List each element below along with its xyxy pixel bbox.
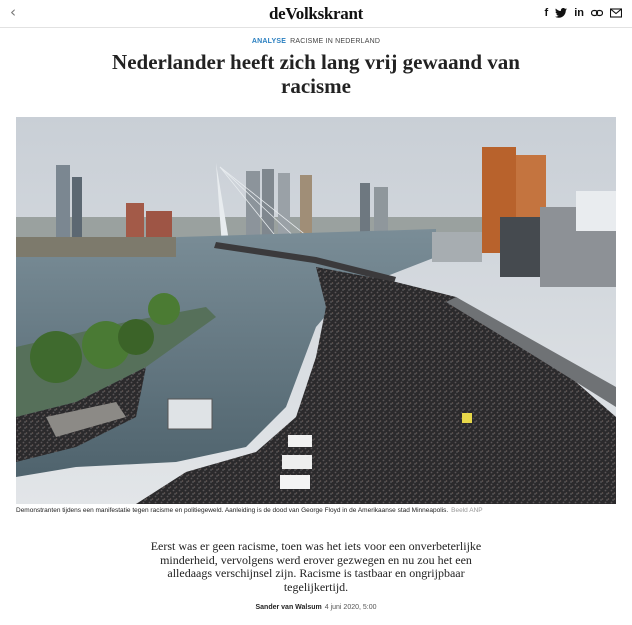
hero-photo: [16, 117, 616, 504]
facebook-icon[interactable]: f: [544, 7, 549, 19]
publish-date: 4 juni 2020, 5:00: [324, 604, 377, 611]
twitter-icon[interactable]: [555, 8, 567, 18]
site-logo[interactable]: deVolkskrant: [268, 4, 364, 23]
article-intro: Eerst was er geen racisme, toen was het iets voor een onverbeterlijke minderheid, vervolgens werd erover gezwegen en nu zou het een alledaags verschijnsel zijn. Racisme is tastbaar en ongrijpbaar tegelijkertijd.: [150, 539, 482, 594]
caption-credit: Beeld ANP: [451, 507, 483, 514]
article-kicker: [0, 38, 632, 45]
kicker-tag[interactable]: ANALYSE: [251, 38, 287, 45]
author-name[interactable]: Sander van Walsum: [255, 604, 322, 611]
caption-text: Demonstranten tijdens een manifestatie tegen racisme en politiegeweld. Aanleiding is de dood van George Floyd in de Amerikaanse stad Minneapolis.: [16, 507, 449, 514]
share-bar: [545, 6, 622, 20]
photo-caption: [16, 507, 616, 514]
mail-icon[interactable]: [610, 8, 622, 18]
kicker-category[interactable]: RACISME IN NEDERLAND: [290, 38, 381, 45]
chevron-left-icon[interactable]: ‹: [10, 3, 16, 21]
linkedin-icon[interactable]: in: [574, 7, 584, 19]
link-icon[interactable]: [591, 8, 603, 18]
byline: [0, 604, 632, 611]
article-headline: Nederlander heeft zich lang vrij gewaand van racisme: [112, 50, 520, 98]
top-bar: [0, 0, 632, 28]
